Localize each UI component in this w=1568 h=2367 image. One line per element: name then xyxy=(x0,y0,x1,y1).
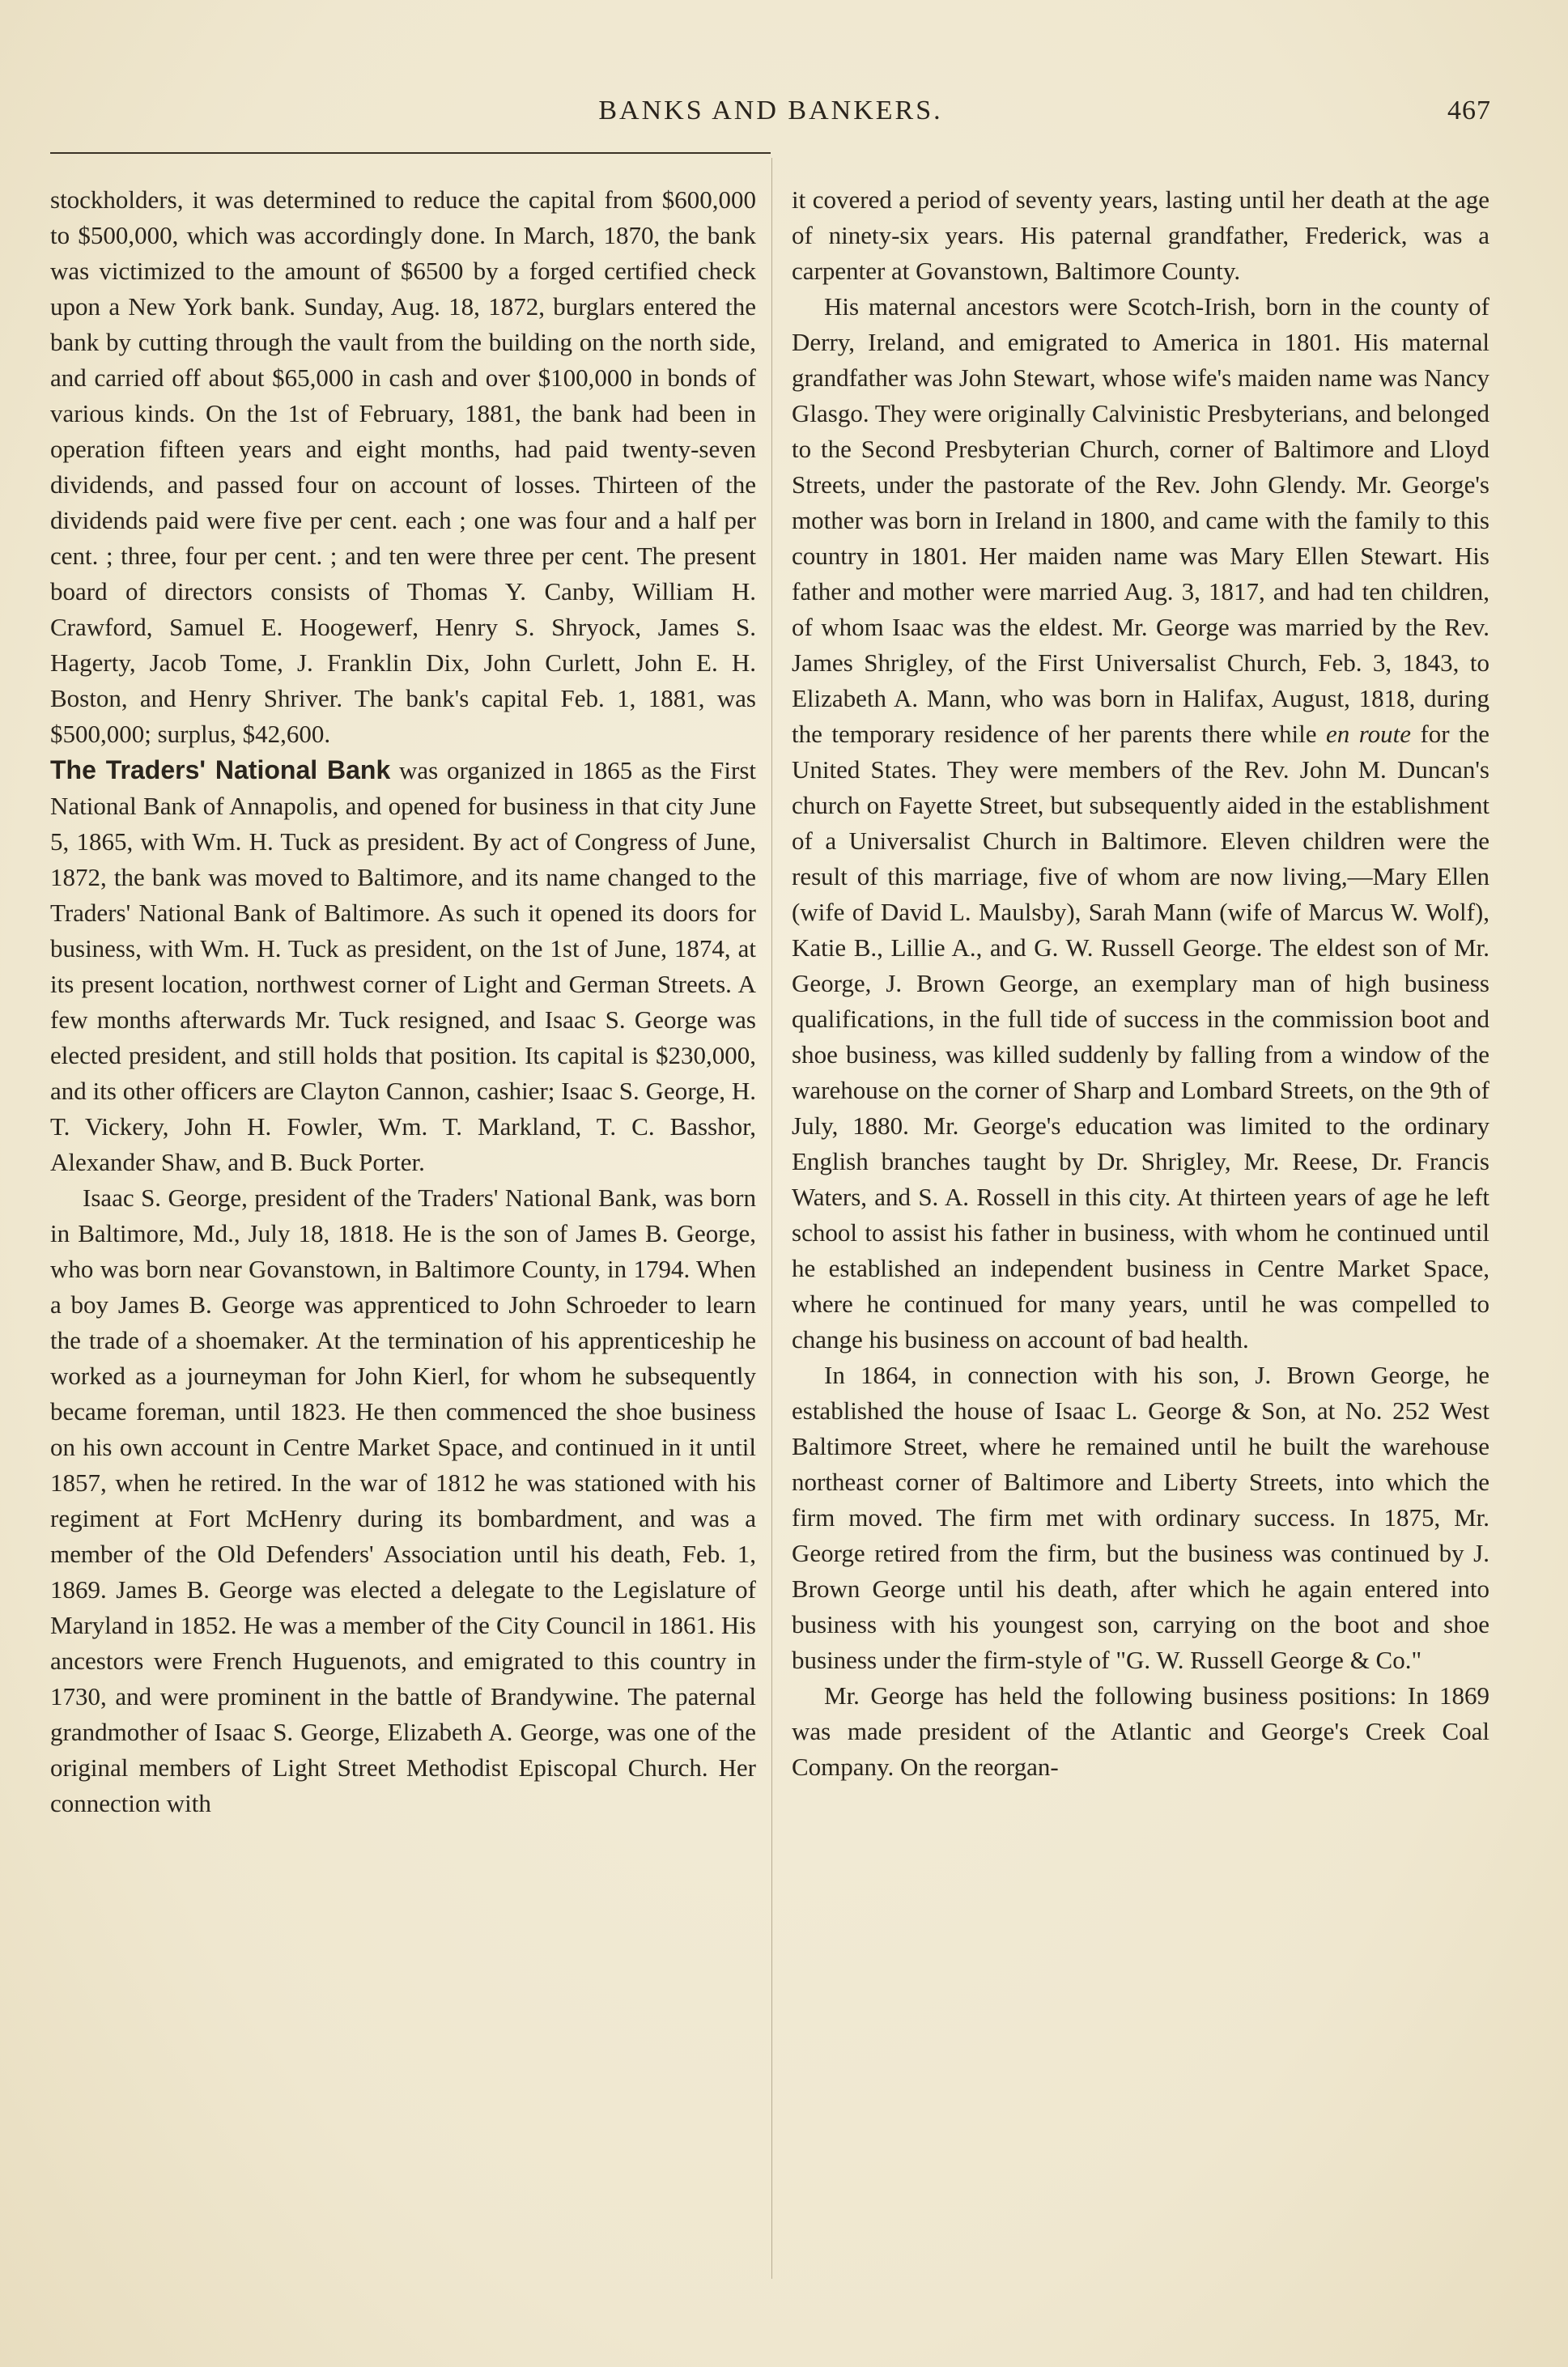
paragraph: it covered a period of seventy years, lasting until her death at the age of ninety-six years. His paternal grandfather, Frederick, was a carpenter at Govanstown, Baltimore County. xyxy=(792,185,1489,285)
header-rule xyxy=(50,152,771,154)
paragraph xyxy=(50,752,756,1180)
column-divider xyxy=(771,158,772,2279)
italic-phrase: en route xyxy=(1325,720,1411,748)
paragraph: Mr. George has held the following business positions: In 1869 was made president of the Atlantic and George's Creek Coal Company. On the reorgan- xyxy=(792,1681,1489,1781)
page-number: 467 xyxy=(1447,96,1491,125)
paragraph xyxy=(792,289,1489,1358)
left-column xyxy=(50,182,756,2287)
paragraph-text: was organized in 1865 as the First National Bank of Annapolis, and opened for business in that city June 5, 1865, with Wm. H. Tuck as president. By act of Congress of June, 1872, the bank was moved to Baltimore, and its name changed to the Traders' National Bank of Baltimore. As such it opened its doors for business, with Wm. H. Tuck as president, on the 1st of June, 1874, at its present location, northwest corner of Light and German Streets. A few months afterwards Mr. Tuck resigned, and Isaac S. George was elected president, and still holds that position. Its capital is $230,000, and its other officers are Clayton Cannon, cashier; Isaac S. George, H. T. Vickery, John H. Fowler, Wm. T. Markland, T. C. Basshor, Alexander Shaw, and B. Buck Porter. xyxy=(50,756,756,1176)
right-column xyxy=(792,182,1489,2287)
page-header xyxy=(50,96,1491,141)
bank-name-heading: The Traders' National Bank xyxy=(50,755,391,784)
paragraph-text: His maternal ancestors were Scotch-Irish, born in the county of Derry, Ireland, and emigrated to America in 1801. His maternal grandfather was John Stewart, whose wife's maiden name was Nancy Glasgo. They were originally Calvinistic Presbyterians, and belonged to the Second Presbyterian Church, corner of Baltimore and Lloyd Streets, under the pastorate of the Rev. John Glendy. Mr. George's mother was born in Ireland in 1800, and came with the family to this country in 1801. Her maiden name was Mary Ellen Stewart. His father and mother were married Aug. 3, 1817, and had ten children, of whom Isaac was the eldest. Mr. George was married by the Rev. James Shrigley, of the First Universalist Church, Feb. 3, 1843, to Elizabeth A. Mann, who was born in Halifax, August, 1818, during the temporary residence of her parents there while xyxy=(792,292,1489,748)
running-head: BANKS AND BANKERS. xyxy=(598,96,943,125)
paragraph: In 1864, in connection with his son, J. Brown George, he established the house of Isaac L. George & Son, at No. 252 West Baltimore Street, where he remained until he built the warehouse northeast corner of Baltimore and Liberty Streets, into which the firm moved. The firm met with ordinary success. In 1875, Mr. George retired from the firm, but the business was continued by J. Brown George until his death, after which he again entered into business with his youngest son, carrying on the boot and shoe business under the firm-style of "G. W. Russell George & Co." xyxy=(792,1361,1489,1674)
paragraph: Isaac S. George, president of the Traders' National Bank, was born in Baltimore, Md., July 18, 1818. He is the son of James B. George, who was born near Govanstown, in Baltimore County, in 1794. When a boy James B. George was apprenticed to John Schroeder to learn the trade of a shoemaker. At the termination of his apprenticeship he worked as a journeyman for John Kierl, for whom he subsequently became foreman, until 1823. He then commenced the shoe business on his own account in Centre Market Space, and continued in it until 1857, when he retired. In the war of 1812 he was stationed with his regiment at Fort McHenry during its bombardment, and was a member of the Old Defenders' Association until his death, Feb. 1, 1869. James B. George was elected a delegate to the Legislature of Maryland in 1852. He was a member of the City Council in 1861. His ancestors were French Huguenots, and emigrated to this country in 1730, and were prominent in the battle of Brandywine. The paternal grandmother of Isaac S. George, Elizabeth A. George, was one of the original members of Light Street Methodist Episcopal Church. Her connection with xyxy=(50,1184,756,1817)
paragraph: stockholders, it was determined to reduce the capital from $600,000 to $500,000, which was accordingly done. In March, 1870, the bank was victimized to the amount of $6500 by a forged certified check upon a New York bank. Sunday, Aug. 18, 1872, burglars entered the bank by cutting through the vault from the building on the north side, and carried off about $65,000 in cash and over $100,000 in bonds of various kinds. On the 1st of February, 1881, the bank had been in operation fifteen years and eight months, had paid twenty-seven dividends, and passed four on account of losses. Thirteen of the dividends paid were five per cent. each ; one was four and a half per cent. ; three, four per cent. ; and ten were three per cent. The present board of directors consists of Thomas Y. Canby, William H. Crawford, Samuel E. Hoogewerf, Henry S. Shryock, James S. Hagerty, Jacob Tome, J. Franklin Dix, John Curlett, John E. H. Boston, and Henry Shriver. The bank's capital Feb. 1, 1881, was $500,000; surplus, $42,600. xyxy=(50,185,756,748)
paragraph-text: for the United States. They were members of the Rev. John M. Duncan's church on Fayette Street, but subsequently aided in the establishment of a Universalist Church in Baltimore. Eleven children were the result of this marriage, five of whom are now living,—Mary Ellen (wife of David L. Maulsby), Sarah Mann (wife of Marcus W. Wolf), Katie B., Lillie A., and G. W. Russell George. The eldest son of Mr. George, J. Brown George, an exemplary man of high business qualifications, in the full tide of success in the commission boot and shoe business, was killed suddenly by falling from a window of the warehouse on the corner of Sharp and Lombard Streets, on the 9th of July, 1880. Mr. George's education was limited to the ordinary English branches taught by Dr. Shrigley, Mr. Reese, Dr. Francis Waters, and S. A. Rossell in this city. At thirteen years of age he left school to assist his father in business, with whom he continued until he established an independent business in Centre Market Space, where he continued for many years, until he was compelled to change his business on account of bad health. xyxy=(792,720,1489,1353)
